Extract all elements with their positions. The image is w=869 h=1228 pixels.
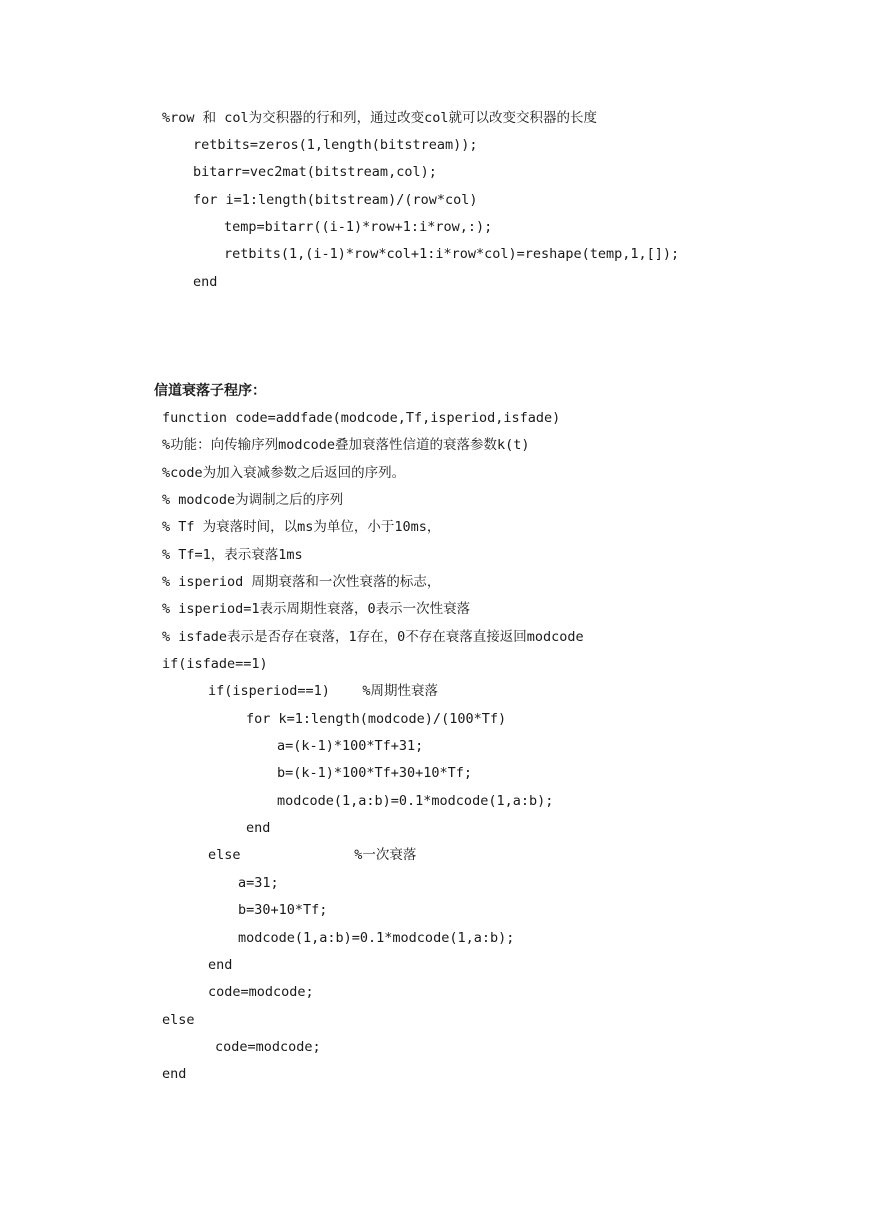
code-line: b=30+10*Tf; [238, 902, 328, 918]
code-comment-line: % modcode为调制之后的序列 [162, 492, 344, 508]
code-line: code=modcode; [208, 984, 314, 1000]
code-line: end [208, 957, 233, 973]
code-comment-line: %功能：向传输序列modcode叠加衰落性信道的衰落参数k(t) [162, 437, 530, 453]
code-line: if(isfade==1) [162, 656, 268, 672]
code-comment-line: % isperiod 周期衰落和一次性衰落的标志， [162, 574, 441, 590]
code-line: end [246, 820, 271, 836]
code-line: modcode(1,a:b)=0.1*modcode(1,a:b); [238, 930, 515, 946]
code-line: end [162, 1066, 187, 1082]
code-line: for k=1:length(modcode)/(100*Tf) [246, 711, 507, 727]
code-line: retbits(1,(i-1)*row*col+1:i*row*col)=reshape(temp,1,[]); [224, 246, 680, 262]
code-line: temp=bitarr((i-1)*row+1:i*row,:); [224, 219, 493, 235]
code-line: else %一次衰落 [208, 847, 417, 863]
code-line: for i=1:length(bitstream)/(row*col) [193, 192, 478, 208]
code-line: if(isperiod==1) %周期性衰落 [208, 683, 439, 699]
code-comment-line: % Tf 为衰落时间，以ms为单位，小于10ms， [162, 519, 441, 535]
code-comment-line: % Tf=1，表示衰落1ms [162, 547, 303, 563]
code-line: b=(k-1)*100*Tf+30+10*Tf; [277, 765, 473, 781]
code-line: function code=addfade(modcode,Tf,isperiod,isfade) [162, 410, 561, 426]
code-comment-line: % isfade表示是否存在衰落，1存在，0不存在衰落直接返回modcode [162, 629, 584, 645]
code-line: a=(k-1)*100*Tf+31; [277, 738, 424, 754]
section-heading: 信道衰落子程序： [154, 383, 266, 399]
code-comment-line: % isperiod=1表示周期性衰落，0表示一次性衰落 [162, 601, 471, 617]
code-line: modcode(1,a:b)=0.1*modcode(1,a:b); [277, 793, 554, 809]
code-comment-line: %row 和 col为交积器的行和列，通过改变col就可以改变交积器的长度 [162, 110, 598, 126]
code-line: a=31; [238, 875, 279, 891]
code-line: end [193, 274, 218, 290]
code-line: else [162, 1012, 195, 1028]
code-line: bitarr=vec2mat(bitstream,col); [193, 164, 437, 180]
code-line: retbits=zeros(1,length(bitstream)); [193, 137, 478, 153]
code-line: code=modcode; [215, 1039, 321, 1055]
code-comment-line: %code为加入衰减参数之后返回的序列。 [162, 465, 406, 481]
